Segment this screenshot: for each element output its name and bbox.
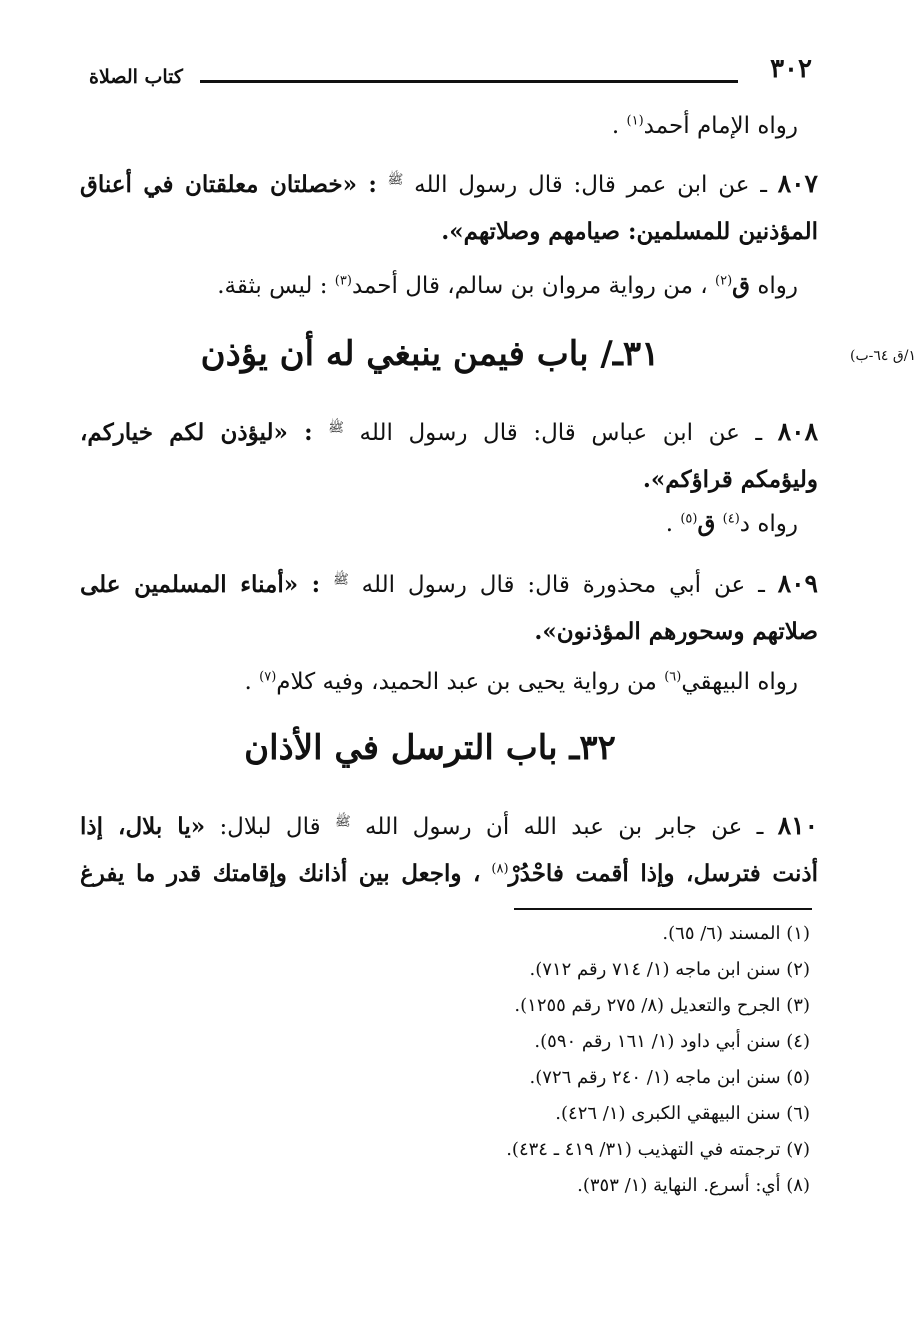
footnote-ref-6: (٦) [664,669,682,685]
footnote-ref-1: (١) [626,113,644,129]
hadith-intro: ـ عن أبي محذورة قال: قال رسول الله [361,572,765,598]
source-text: : ليس بثقة. [217,273,328,299]
hadith-quote: «يا بلال، إذا [80,813,206,840]
hadith-quote: صلاتهم وسحورهم المؤذنون». [534,618,818,645]
period: . [244,669,252,695]
hadith-quote: : «أمناء المسلمين على [80,571,321,598]
hadith-808-line-2 [643,462,818,498]
hadith-quote: وليؤمكم قراؤكم». [642,466,818,493]
source-text: من رواية يحيى بن عبد الحميد، وفيه كلام [276,669,657,695]
hadith-intro: ـ عن ابن عمر قال: قال رسول الله [414,172,767,198]
footnote-5: (٥) سنن ابن ماجه (١/ ٢٤٠ رقم ٧٢٦). [529,1067,810,1088]
hadith-810-line-1 [80,808,818,845]
footnote-2: (٢) سنن ابن ماجه (١/ ٧١٤ رقم ٧١٢). [529,959,810,980]
page-number: ٣٠٢ [770,54,812,84]
hadith-number-808: ٨٠٨ [777,417,819,446]
chapter-heading-32: ٣٢ـ باب الترسل في الأذان [244,728,616,768]
footnote-ref-3: (٣) [334,273,352,289]
hadith-quote: : «ليؤذن لكم خياركم، [80,419,313,446]
footnote-ref-5: (٥) [680,511,698,527]
footnote-6: (٦) سنن البيهقي الكبرى (١/ ٤٢٦). [555,1103,810,1124]
hadith-808-source [666,506,798,542]
hadith-number-809: ٨٠٩ [777,569,818,598]
source-siglum: ق [732,272,751,299]
footnote-7: (٧) ترجمته في التهذيب (٣١/ ٤١٩ ـ ٤٣٤). [506,1139,810,1160]
hadith-intro: ـ عن جابر بن عبد الله أن رسول الله [364,814,764,840]
source-text: ، من رواية مروان بن سالم، قال أحمد [351,273,708,299]
header-rule [200,80,738,83]
hadith-number-810: ٨١٠ [777,811,819,840]
source-text: رواه البيهقي [681,669,798,695]
pbuh-ligature: ﷺ [333,572,349,588]
hadith-intro: قال لبلال: [219,814,321,840]
footnote-ref-2: (٢) [715,273,733,289]
manuscript-margin-note: ١/ق ٦٤-ب) [850,348,916,364]
hadith-quote: أذنت فترسل، وإذا أقمت فاحْدُرْ [508,860,818,887]
source-text: رواه [757,273,798,299]
hadith-810-line-2 [80,856,818,892]
footnote-3: (٣) الجرح والتعديل (٨/ ٢٧٥ رقم ١٢٥٥). [514,995,810,1016]
footnote-ref-7: (٧) [259,669,277,685]
chapter-heading-31: ٣١ـ/ باب فيمن ينبغي له أن يؤذن [200,334,660,374]
period: . [611,113,620,139]
narration-text: رواه الإمام أحمد [643,113,798,139]
footnote-1: (١) المسند (٦/ ٦٥). [662,923,810,944]
hadith-809-source [245,664,799,700]
hadith-quote: المؤذنين للمسلمين: صيامهم وصلاتهم». [441,218,818,245]
hadith-807-line-1 [80,166,818,203]
narration-line-1 [612,108,798,144]
pbuh-ligature: ﷺ [334,814,351,830]
running-title: كتاب الصلاة [89,66,183,88]
footnote-ref-4: (٤) [722,511,740,527]
footnote-rule [514,908,812,910]
pbuh-ligature: ﷺ [328,420,344,436]
pbuh-ligature: ﷺ [387,172,404,188]
hadith-number-807: ٨٠٧ [777,169,818,198]
footnote-4: (٤) سنن أبي داود (١/ ١٦١ رقم ٥٩٠). [534,1031,810,1052]
footnote-ref-8: (٨) [491,861,509,877]
hadith-807-source [217,268,798,304]
hadith-quote: : «خصلتان معلقتان في أعناق [80,171,377,198]
hadith-quote: ، واجعل بين أذانك وإقامتك قدر ما يفرغ [80,860,481,887]
hadith-809-line-1 [80,566,818,603]
source-text: رواه د [739,511,798,537]
source-siglum: ق [697,510,716,537]
footnote-8: (٨) أي: أسرع. النهاية (١/ ٣٥٣). [577,1175,810,1196]
period: . [665,511,674,537]
hadith-807-line-2 [441,214,818,250]
hadith-808-line-1 [80,414,818,451]
hadith-809-line-2 [534,614,818,650]
hadith-intro: ـ عن ابن عباس قال: قال رسول الله [359,420,763,446]
